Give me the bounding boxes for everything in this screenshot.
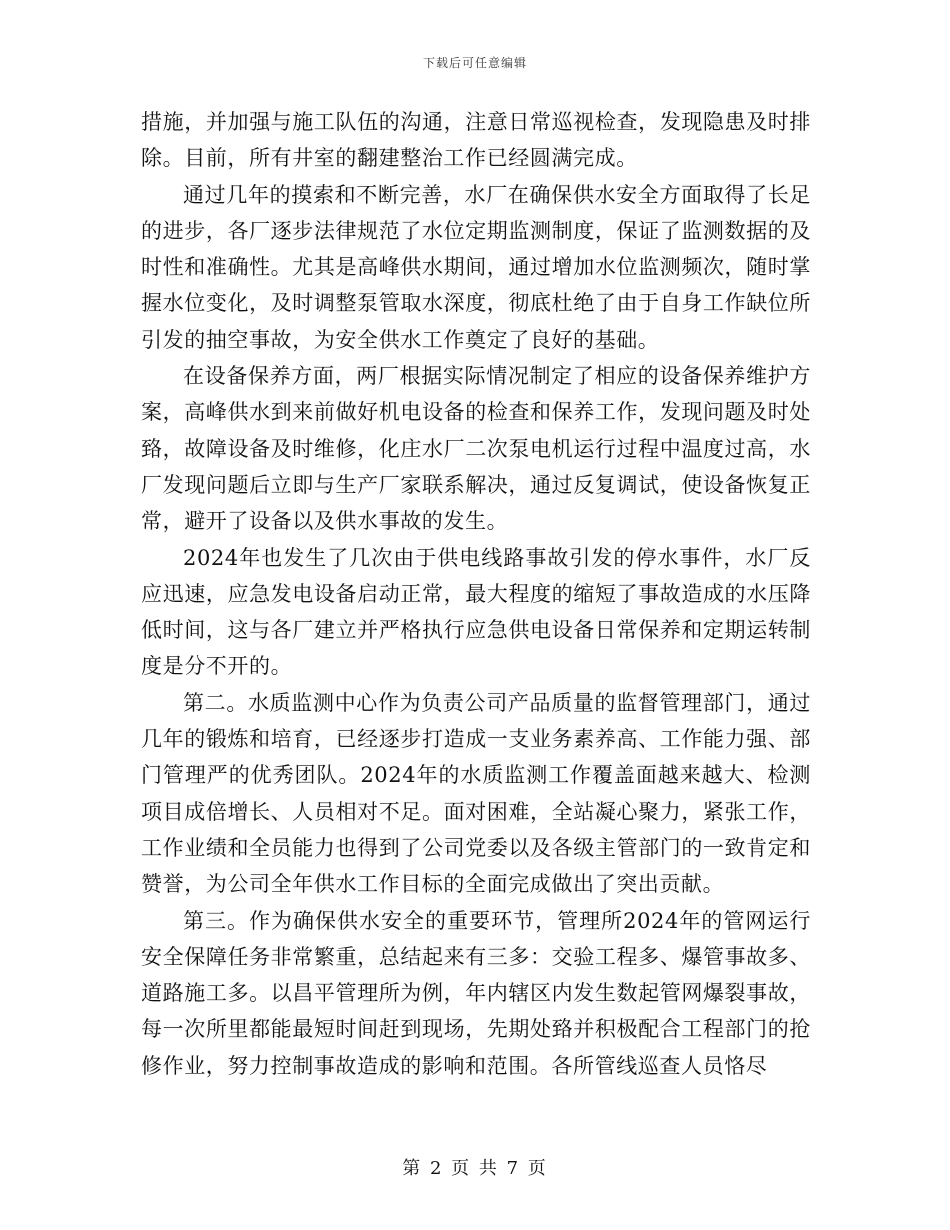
page-header-note: 下载后可任意编辑 [422,56,527,70]
paragraph-power-outage: 2024年也发生了几次由于供电线路事故引发的停水事件，水厂反应迅速，应急发电设备启动正常，最大程度的缩短了事故造成的水压降低时间，这与各厂建立并严格执行应急供电设备日常保养和定期运转制度是分不开的。 [141,545,811,679]
paragraph-continuation: 措施，并加强与施工队伍的沟通，注意日常巡视检查，发现隐患及时排除。目前，所有井室的翻建整治工作已经圆满完成。 [141,110,811,171]
page-number-footer: 第 2 页 共 7 页 [402,1158,548,1179]
paragraph-water-quality-center: 第二。水质监测中心作为负责公司产品质量的监督管理部门，通过几年的锻炼和培育，已经逐步打造成一支业务素养高、工作能力强、部门管理严的优秀团队。2024年的水质监测工作覆盖面越来越大、检测项目成倍增长、人员相对不足。面对困难，全站凝心聚力，紧张工作，工作业绩和全员能力也得到了公司党委以及各级主管部门的一致肯定和赞誉，为公司全年供水工作目标的全面完成做出了突出贡献。 [141,690,811,897]
document-body [141,104,811,1084]
paragraph-pipe-network: 第三。作为确保供水安全的重要环节，管理所2024年的管网运行安全保障任务非常繁重，总结起来有三多：交验工程多、爆管事故多、道路施工多。以昌平管理所为例，年内辖区内发生数起管网爆裂事故，每一次所里都能最短时间赶到现场，先期处臵并积极配合工程部门的抢修作业，努力控制事故造成的影响和范围。各所管线巡查人员恪尽 [141,908,811,1078]
paragraph-equipment-maintenance: 在设备保养方面，两厂根据实际情况制定了相应的设备保养维护方案，高峰供水到来前做好机电设备的检查和保养工作，发现问题及时处臵，故障设备及时维修，化庄水厂二次泵电机运行过程中温度过高，水厂发现问题后立即与生产厂家联系解决，通过反复调试，使设备恢复正常，避开了设备以及供水事故的发生。 [141,364,811,534]
paragraph-water-level-monitoring: 通过几年的摸索和不断完善，水厂在确保供水安全方面取得了长足的进步，各厂逐步法律规范了水位定期监测制度，保证了监测数据的及时性和准确性。尤其是高峰供水期间，通过增加水位监测频次，随时掌握水位变化，及时调整泵管取水深度，彻底杜绝了由于自身工作缺位所引发的抽空事故，为安全供水工作奠定了良好的基础。 [141,182,811,352]
